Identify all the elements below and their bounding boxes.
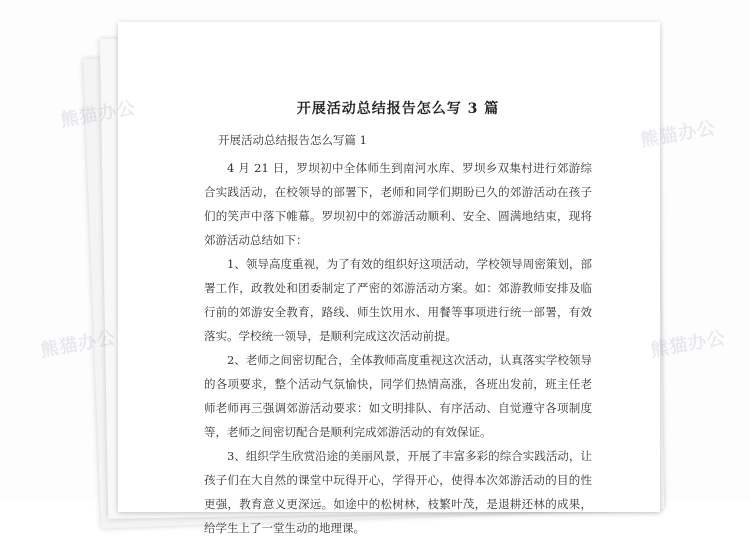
watermark: 熊猫办公 bbox=[639, 117, 718, 152]
paragraph: 2、老师之间密切配合，全体教师高度重视这次活动，认真落实学校领导的各项要求，整个活动气氛愉快，同学们热情高涨，各班出发前，班主任老师老师再三强调郊游活动要求：如文明排队、有序活动、自觉遵守各项制度等，老师之间密切配合是顺利完成郊游活动的有效保证。 bbox=[204, 353, 592, 439]
watermark: 熊猫办公 bbox=[649, 327, 728, 362]
watermark: 熊猫办公 bbox=[39, 327, 118, 362]
watermark: 熊猫办公 bbox=[59, 97, 138, 132]
paragraph: 4 月 21 日，罗坝初中全体师生到南河水库、罗坝乡双集村进行郊游综合实践活动，在校领导的部署下，老师和同学们期盼已久的郊游活动在孩子们的笑声中落下帷幕。罗坝初中的郊游活动顺利、安全、圆满地结束，现将郊游活动总结如下： bbox=[204, 161, 592, 247]
document-title: 开展活动总结报告怎么写 3 篇 bbox=[296, 101, 500, 117]
document-content bbox=[204, 98, 592, 540]
document-subtitle: 开展活动总结报告怎么写篇 1 bbox=[218, 133, 367, 147]
paragraph: 3、组织学生欣赏沿途的美丽风景，开展了丰富多彩的综合实践活动，让孩子们在大自然的课堂中玩得开心，学得开心，使得本次郊游活动的目的性更强，教育意义更深远。如途中的松树林，枝繁叶茂，是退耕还林的成果，给学生上了一堂生动的地理课。 bbox=[204, 449, 592, 535]
paragraph: 1、领导高度重视，为了有效的组织好这项活动，学校领导周密策划，部署工作，政教处和团委制定了严密的郊游活动方案。如：郊游教师安排及临行前的郊游安全教育，路线、师生饮用水、用餐等事项进行统一部署，有效落实。学校统一领导，是顺利完成这次活动前提。 bbox=[204, 257, 592, 343]
front-page-sheet bbox=[118, 22, 660, 535]
